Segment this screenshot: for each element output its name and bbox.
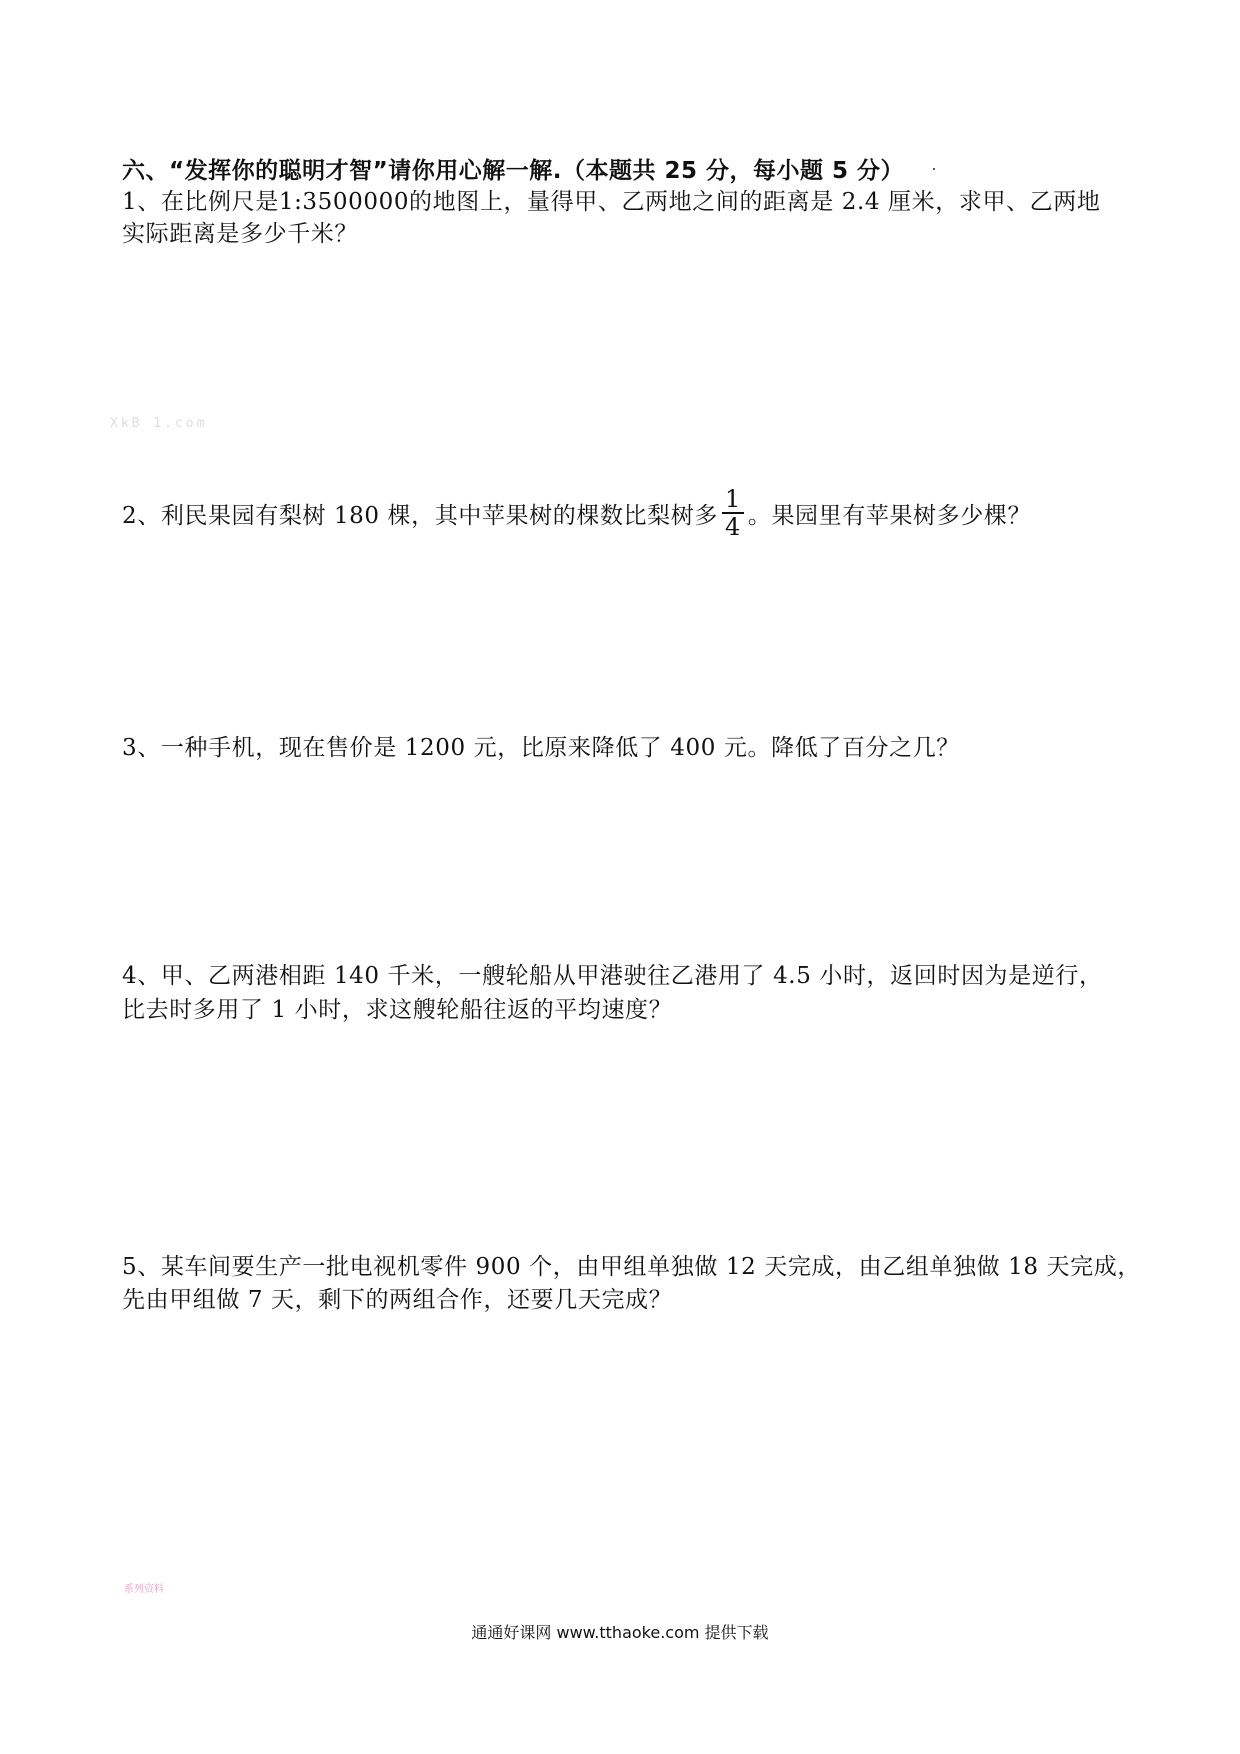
question-3-line-1: 3、一种手机，现在售价是 1200 元，比原来降低了 400 元。降低了百分之几？: [122, 735, 960, 761]
question-5-line-2: 先由甲组做 7 天，剩下的两组合作，还要几天完成？: [122, 1287, 673, 1313]
question-2: [122, 485, 1032, 544]
watermark-text: XkB 1.com: [110, 416, 208, 431]
question-1-line-2: 实际距离是多少千米？: [122, 221, 358, 247]
question-2-text-before: 2、利民果园有梨树 180 棵，其中苹果树的棵数比梨树多: [122, 503, 718, 529]
footer-credit: 通通好课网 www.tthaoke.com 提供下载: [471, 1623, 769, 1642]
fraction-denominator: 4: [724, 513, 741, 541]
question-4-line-2: 比去时多用了 1 小时，求这艘轮船往返的平均速度？: [122, 997, 673, 1023]
question-4-line-1: 4、甲、乙两港相距 140 千米，一艘轮船从甲港驶往乙港用了 4.5 小时，返回时因为是逆行，: [122, 963, 1103, 989]
question-2-text-after: 。果园里有苹果树多少棵？: [747, 503, 1032, 529]
stray-dot: [933, 168, 935, 170]
fraction: [722, 486, 744, 540]
fraction-numerator: 1: [722, 486, 744, 514]
section-title: 六、“发挥你的聪明才智”请你用心解一解.（本题共 25 分，每小题 5 分）: [122, 158, 905, 184]
series-mark: 系列资料: [124, 1584, 164, 1595]
question-5-line-1: 5、某车间要生产一批电视机零件 900 个，由甲组单独做 12 天完成，由乙组单独做 18 天完成，: [122, 1254, 1141, 1280]
question-1-line-1: 1、在比例尺是1:3500000的地图上，量得甲、乙两地之间的距离是 2.4 厘米，求甲、乙两地: [122, 189, 1101, 215]
